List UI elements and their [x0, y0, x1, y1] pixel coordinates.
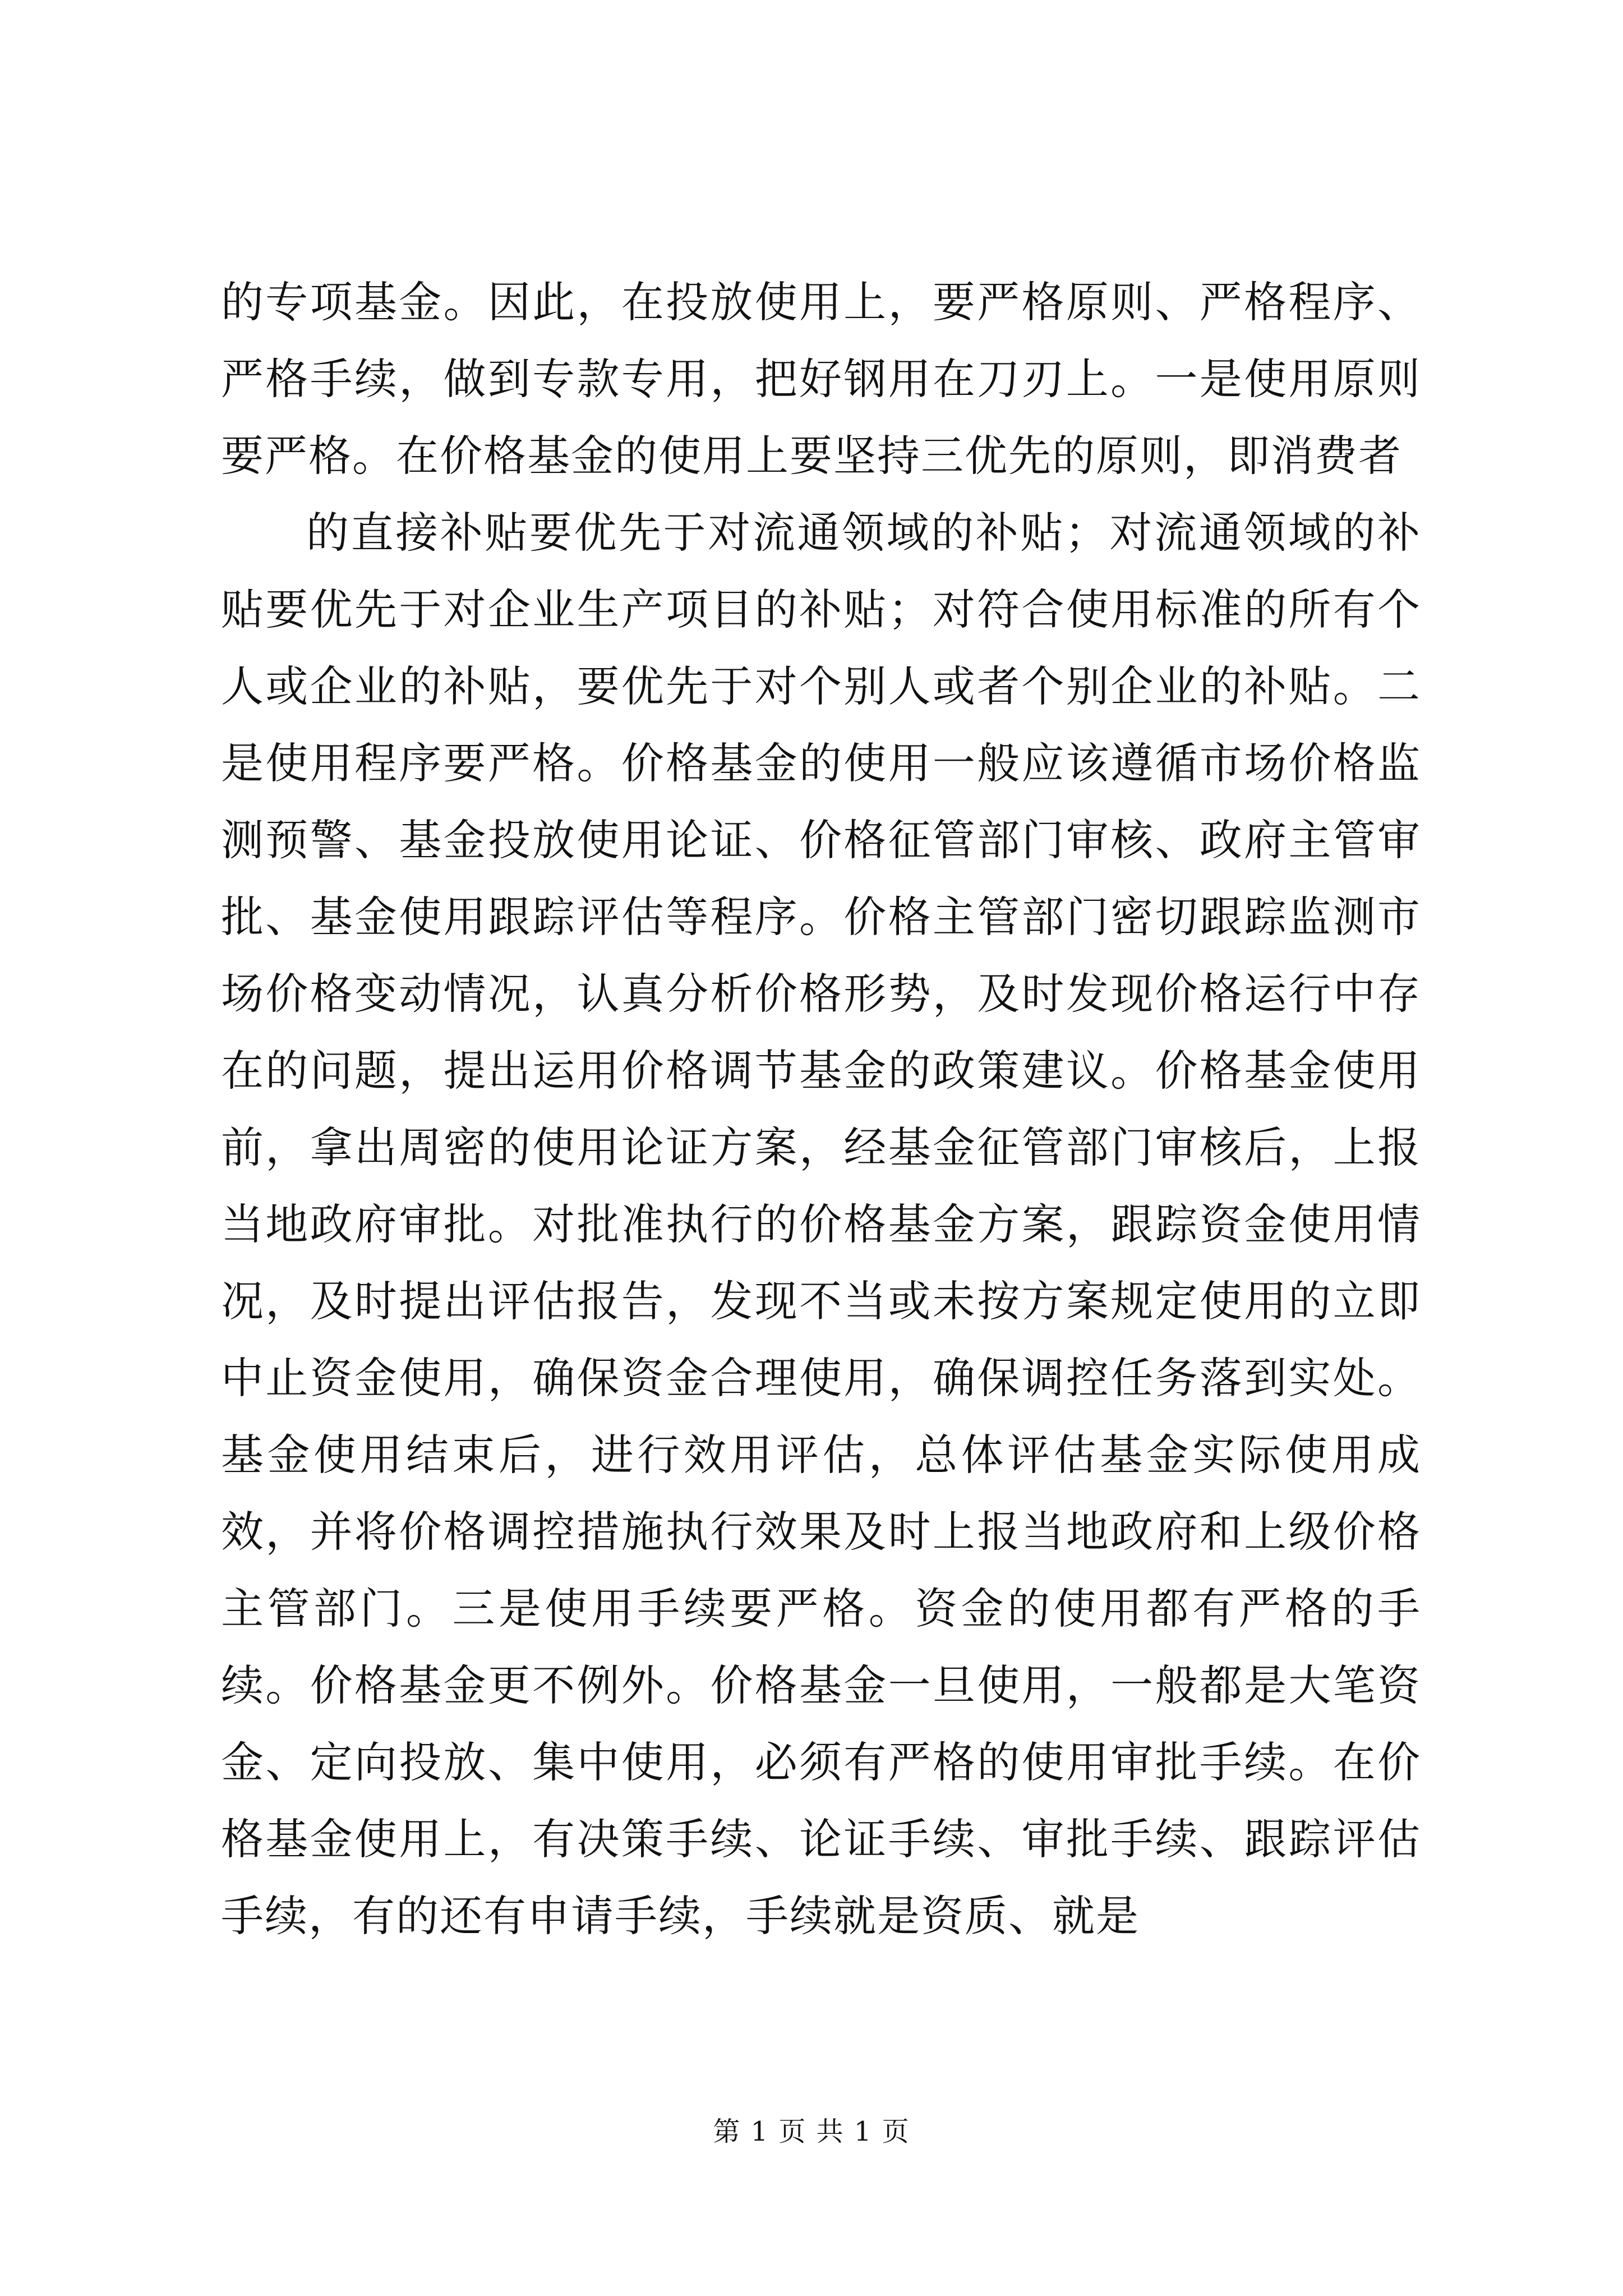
page-footer: 第 1 页 共 1 页 [713, 2116, 910, 2147]
paragraph-2: 的直接补贴要优先于对流通领域的补贴；对流通领域的补贴要优先于对企业生产项目的补贴；对符合使用标准的所有个人或企业的补贴，要优先于对个别人或者个别企业的补贴。二是使用程序要严格。价格基金的使用一般应该遵循市场价格监测预警、基金投放使用论证、价格征管部门审核、政府主管审批、基金使用跟踪评估等程序。价格主管部门密切跟踪监测市场价格变动情况，认真分析价格形势，及时发现价格运行中存在的问题，提出运用价格调节基金的政策建议。价格基金使用前，拿出周密的使用论证方案，经基金征管部门审核后，上报当地政府审批。对批准执行的价格基金方案，跟踪资金使用情况，及时提出评估报告，发现不当或未按方案规定使用的立即中止资金使用，确保资金合理使用，确保调控任务落到实处。基金使用结束后，进行效用评估，总体评估基金实际使用成效，并将价格调控措施执行效果及时上报当地政府和上级价格主管部门。三是使用手续要严格。资金的使用都有严格的手续。价格基金更不例外。价格基金一旦使用，一般都是大笔资金、定向投放、集中使用，必须有严格的使用审批手续。在价格基金使用上，有决策手续、论证手续、审批手续、跟踪评估手续，有的还有申请手续，手续就是资质、就是 [221, 508, 1421, 1941]
body-text [221, 264, 1421, 1954]
paragraph-1: 的专项基金。因此，在投放使用上，要严格原则、严格程序、严格手续，做到专款专用，把好钢用在刀刃上。一是使用原则要严格。在价格基金的使用上要坚持三优先的原则，即消费者 [221, 277, 1421, 481]
